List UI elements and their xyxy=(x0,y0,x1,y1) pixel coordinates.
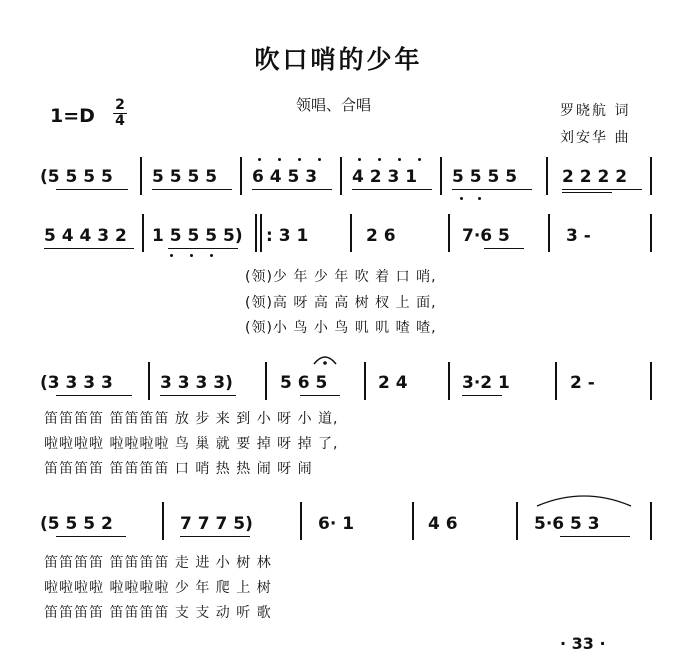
beam xyxy=(56,395,132,396)
barline xyxy=(555,362,557,400)
barline xyxy=(340,157,342,195)
measure: 5 4 4 3 2 xyxy=(44,226,127,246)
accent-dot xyxy=(318,158,321,161)
measure: 2 - xyxy=(570,373,595,393)
barline xyxy=(650,157,652,195)
barline xyxy=(650,214,652,252)
accent-dot xyxy=(298,158,301,161)
barline xyxy=(350,214,352,252)
measure: 5 5 5 5 xyxy=(152,167,218,187)
octave-dot xyxy=(460,197,463,200)
barline xyxy=(364,362,366,400)
beam xyxy=(56,536,126,537)
barline xyxy=(142,214,144,252)
beam xyxy=(462,395,502,396)
beam xyxy=(300,395,340,396)
accent-dot xyxy=(398,158,401,161)
barline xyxy=(240,157,242,195)
barline xyxy=(162,502,164,540)
measure: (5 5 5 2 xyxy=(40,514,113,534)
measure: (3 3 3 3 xyxy=(40,373,113,393)
beam xyxy=(484,248,524,249)
measure: 2 4 xyxy=(378,373,408,393)
barline xyxy=(650,362,652,400)
measure: 3 - xyxy=(566,226,591,246)
measure: 5 5 5 5 xyxy=(452,167,518,187)
fermata-icon xyxy=(312,352,338,366)
key-signature: 1=D xyxy=(50,105,95,127)
barline xyxy=(148,362,150,400)
barline xyxy=(300,502,302,540)
beam xyxy=(44,248,134,249)
lyric-line: 啦啦啦啦 啦啦啦啦 少 年 爬 上 树 xyxy=(44,580,272,596)
beam xyxy=(152,189,232,190)
lyric-line: (领)小 鸟 小 鸟 叽 叽 喳 喳, xyxy=(245,320,437,336)
measure: 6· 1 xyxy=(318,514,355,534)
beam xyxy=(562,189,642,190)
song-title: 吹口哨的少年 xyxy=(254,45,423,74)
octave-dot xyxy=(170,254,173,257)
barline xyxy=(265,362,267,400)
lyric-line: 啦啦啦啦 啦啦啦啦 鸟 巢 就 要 掉 呀 掉 了, xyxy=(44,436,339,452)
octave-dot xyxy=(190,254,193,257)
lyric-line: 笛笛笛笛 笛笛笛笛 放 步 来 到 小 呀 小 道, xyxy=(44,411,339,427)
meter-top: 2 xyxy=(115,97,125,113)
performance-style: 领唱、合唱 xyxy=(296,96,372,114)
measure: 6 4 5 3 xyxy=(252,167,318,187)
barline xyxy=(516,502,518,540)
composer-credit: 刘安华 曲 xyxy=(560,130,631,146)
measure: 7·6 5 xyxy=(462,226,510,246)
accent-dot xyxy=(278,158,281,161)
beam xyxy=(352,189,432,190)
accent-dot xyxy=(378,158,381,161)
barline xyxy=(546,157,548,195)
measure: 7 7 7 5) xyxy=(180,514,253,534)
measure: 3 3 3 3) xyxy=(160,373,233,393)
measure: 4 2 3 1 xyxy=(352,167,418,187)
octave-dot xyxy=(210,254,213,257)
measure: 3·2 1 xyxy=(462,373,510,393)
time-signature xyxy=(113,98,127,129)
octave-dot xyxy=(478,197,481,200)
measure: 2 6 xyxy=(366,226,396,246)
beam xyxy=(160,395,236,396)
accent-dot xyxy=(358,158,361,161)
beam xyxy=(180,536,250,537)
beam xyxy=(560,536,630,537)
lyric-line: 笛笛笛笛 笛笛笛笛 口 哨 热 热 闹 呀 闹 xyxy=(44,461,313,477)
lyricist-credit: 罗晓航 词 xyxy=(560,103,631,119)
accent-dot xyxy=(418,158,421,161)
slur-icon xyxy=(534,490,634,508)
beam xyxy=(56,189,128,190)
barline xyxy=(140,157,142,195)
barline xyxy=(448,362,450,400)
measure: 1 5 5 5 5) xyxy=(152,226,243,246)
barline xyxy=(548,214,550,252)
measure: 2 2 2 2 xyxy=(562,167,628,187)
barline xyxy=(412,502,414,540)
measure: (5 5 5 5 xyxy=(40,167,113,187)
beam xyxy=(168,248,238,249)
accent-dot xyxy=(258,158,261,161)
meter-bottom: 4 xyxy=(113,113,127,129)
beam xyxy=(562,192,612,193)
lyric-line: (领)少 年 少 年 吹 着 口 哨, xyxy=(245,269,437,285)
measure: 4 6 xyxy=(428,514,458,534)
beam xyxy=(452,189,532,190)
lyric-line: (领)高 呀 高 高 树 杈 上 面, xyxy=(245,295,437,311)
repeat-barline xyxy=(260,214,262,252)
barline xyxy=(448,214,450,252)
barline xyxy=(650,502,652,540)
barline xyxy=(440,157,442,195)
lyric-line: 笛笛笛笛 笛笛笛笛 支 支 动 听 歌 xyxy=(44,605,272,621)
measure: 5 6 5 xyxy=(280,373,328,393)
page-number: · 33 · xyxy=(560,634,606,653)
measure: : 3 1 xyxy=(266,226,309,246)
beam xyxy=(252,189,332,190)
lyric-line: 笛笛笛笛 笛笛笛笛 走 进 小 树 林 xyxy=(44,555,272,571)
measure: 5·6 5 3 xyxy=(534,514,600,534)
repeat-barline xyxy=(255,214,257,252)
